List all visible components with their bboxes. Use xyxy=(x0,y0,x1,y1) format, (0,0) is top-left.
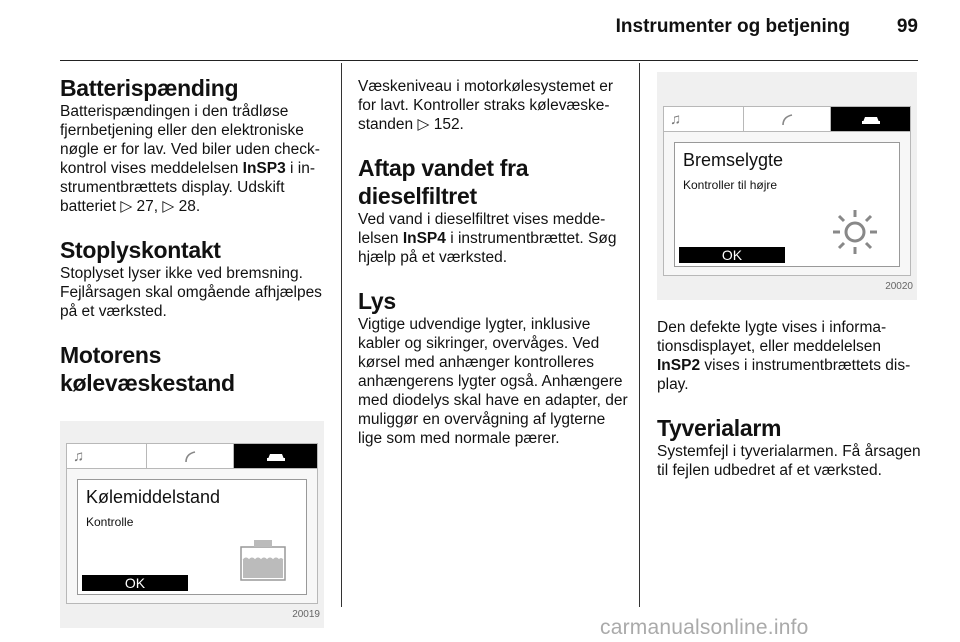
watermark: carmanualsonline.info xyxy=(600,616,809,639)
header-rule xyxy=(60,60,918,61)
display-message-title: Kølemiddelstand xyxy=(86,487,221,507)
paragraph-brake-light: Den defekte lygte vises i informationsdisplayet, eller meddelelsen InSP2 vises i instrumentbrættets display. xyxy=(657,319,911,393)
heading-coolant-level: Motorens kølevæskestand xyxy=(60,342,235,396)
display-screen xyxy=(66,468,318,604)
column-3 xyxy=(657,66,922,480)
paragraph-theft-alarm: Systemfejl i tyverialarmen. Få årsagen til fejlen udbedret af et værksted. xyxy=(657,443,921,479)
bulb-icon xyxy=(831,208,879,256)
heading-diesel-filter: Aftap vandet fra dieselfiltret xyxy=(358,155,529,209)
column-divider-2 xyxy=(639,63,640,607)
paragraph-battery: Batterispændingen i den trådløse fjernbetjening eller den elektroniske nøgle er for lav. Ved biler uden checkkontrol vises meddelelsen InSP3 i instrumentbrættets display. Udskift batteriet ▷ 27, ▷ 28. xyxy=(60,103,320,215)
heading-brake-switch: Stoplyskontakt xyxy=(60,237,221,263)
ok-button: OK xyxy=(679,247,785,263)
code-insp4: InSP4 xyxy=(402,230,446,247)
car-icon xyxy=(831,107,910,132)
ok-button: OK xyxy=(82,575,188,591)
heading-theft-alarm: Tyverialarm xyxy=(657,415,782,441)
paragraph-diesel-filter: Ved vand i dieselfiltret vises meddelelsen InSP4 i instrumentbrættet. Søg hjælp på et værksted. xyxy=(358,211,617,266)
figure-brake-light-display xyxy=(657,72,917,300)
heading-battery: Batterispænding xyxy=(60,75,239,101)
figure-number: 20019 xyxy=(292,609,320,620)
phone-icon xyxy=(744,107,831,132)
display-tabs xyxy=(66,443,318,470)
phone-icon xyxy=(147,444,234,469)
display-message-subtitle: Kontroller til højre xyxy=(683,178,778,192)
paragraph-coolant: Væskeniveau i motorkølesystemet er for lavt. Kontroller straks kølevæskestanden ▷ 152. xyxy=(358,78,613,133)
ref-arrow-icon: ▷ xyxy=(120,198,133,215)
page-header-title: Instrumenter og betjening xyxy=(615,16,850,37)
column-1 xyxy=(60,66,330,628)
paragraph-lights: Vigtige udvendige lygter, inklusive kabler og sikringer, overvåges. Ved kørsel med anhænger kontrolleres anhængerens lygter også. Anhængere med diodelys skal have en adapter, der muliggør en overvågning af lygterne lige som med normale pærer. xyxy=(358,316,628,447)
code-insp2: InSP2 xyxy=(657,357,701,374)
paragraph-brake-switch: Stoplyset lyser ikke ved bremsning. Fejlårsagen skal omgående afhjælpes på et værksted. xyxy=(60,265,322,320)
heading-lights: Lys xyxy=(358,288,396,314)
coolant-level-icon xyxy=(238,538,288,582)
car-icon xyxy=(234,444,317,469)
display-screen xyxy=(663,131,911,276)
page-number: 99 xyxy=(896,16,918,37)
music-note-icon: ♫ xyxy=(664,107,744,132)
message-box xyxy=(77,479,307,595)
display-message-subtitle: Kontrolle xyxy=(86,515,134,529)
column-divider-1 xyxy=(341,63,342,607)
display-tabs xyxy=(663,106,911,133)
ref-arrow-icon: ▷ xyxy=(417,116,430,133)
figure-coolant-display xyxy=(60,421,324,628)
message-box xyxy=(674,142,900,267)
figure-number: 20020 xyxy=(885,281,913,292)
music-note-icon: ♫ xyxy=(67,444,147,469)
display-message-title: Bremselygte xyxy=(683,150,784,170)
column-2 xyxy=(358,66,630,448)
ref-arrow-icon: ▷ xyxy=(162,198,175,215)
code-insp3: InSP3 xyxy=(242,160,286,177)
